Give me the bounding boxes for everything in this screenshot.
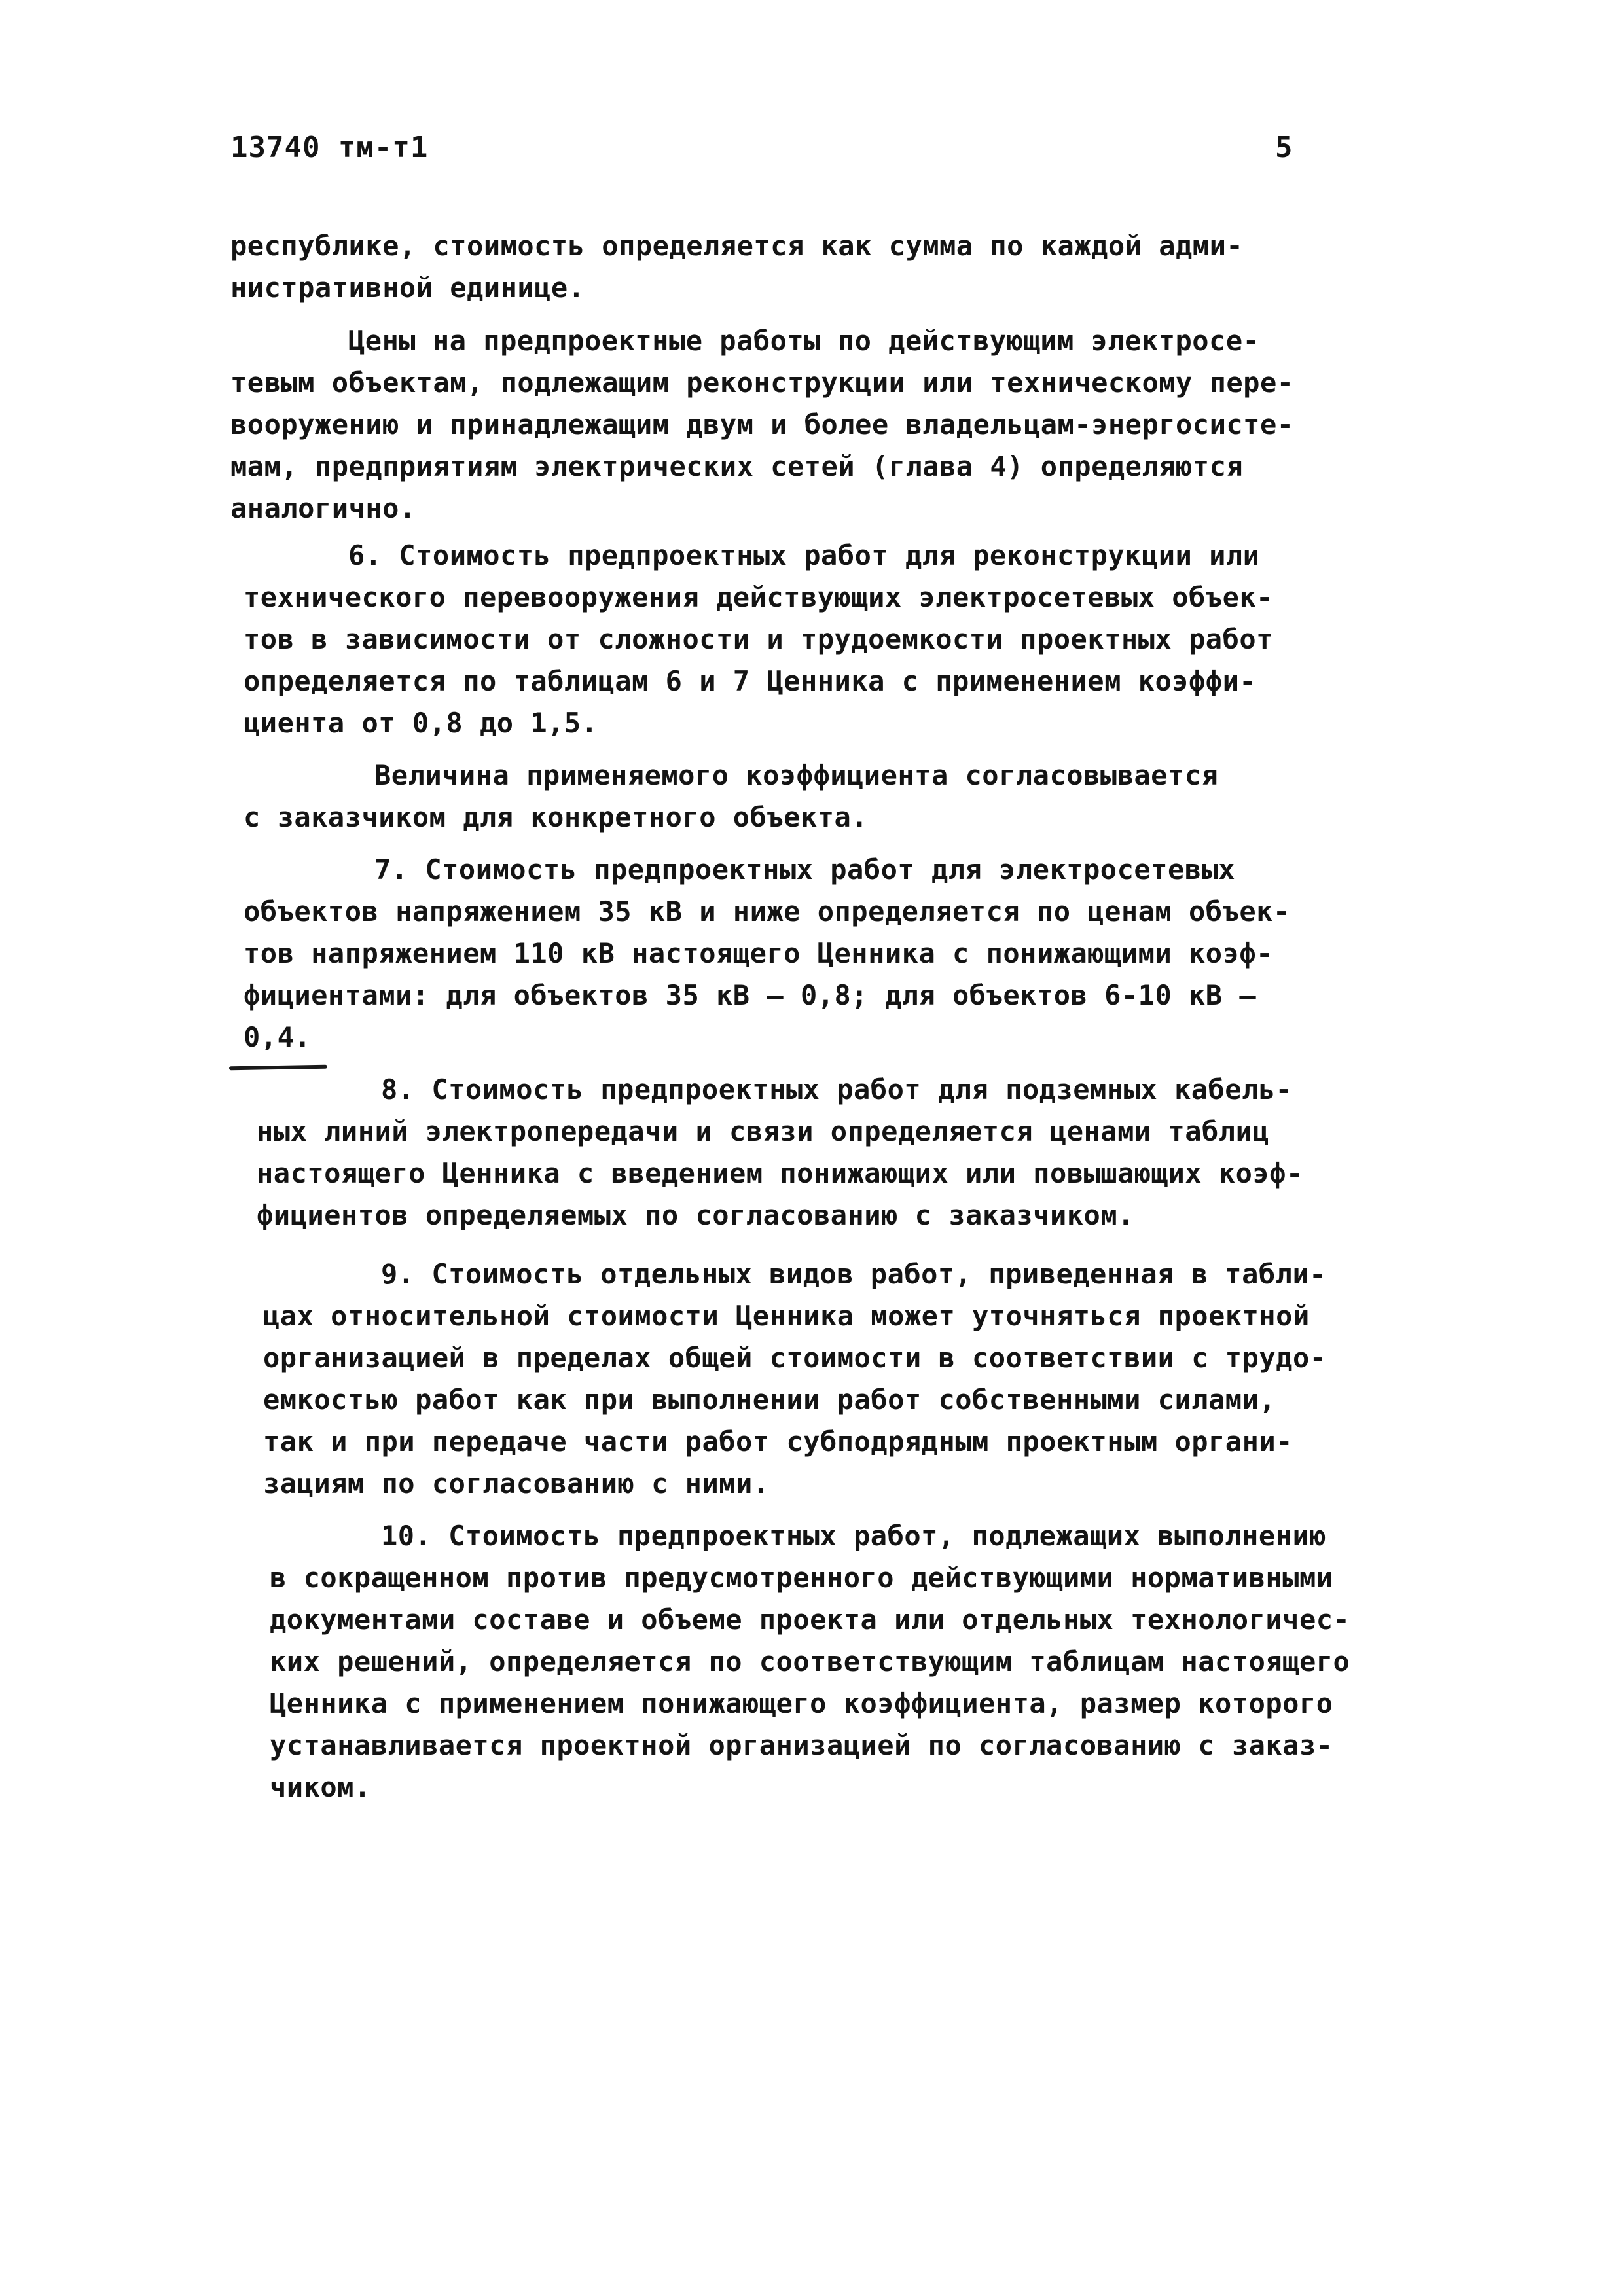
document-code: 13740 тм-т1 (230, 131, 429, 164)
text-line: определяется по таблицам 6 и 7 Ценника с применением коэффи- (244, 665, 1257, 697)
text-line: фициентами: для объектов 35 кВ – 0,8; для объектов 6-10 кВ – (244, 979, 1257, 1011)
text-line: 6. Стоимость предпроектных работ для реконструкции или (348, 539, 1260, 571)
text-line: 7. Стоимость предпроектных работ для электросетевых (374, 853, 1236, 886)
text-line: так и при передаче части работ субподрядным проектным органи- (263, 1426, 1293, 1458)
text-line: в сокращенном против предусмотренного действующими нормативными (270, 1562, 1333, 1594)
text-line: Цены на предпроектные работы по действующим электросе- (348, 325, 1260, 357)
text-line: циента от 0,8 до 1,5. (244, 707, 598, 739)
text-line: чиком. (270, 1771, 371, 1803)
text-line: мам, предприятиям электрических сетей (глава 4) определяются (230, 450, 1244, 482)
text-line: с заказчиком для конкретного объекта. (244, 801, 869, 833)
text-line: ких решений, определяется по соответствующим таблицам настоящего (270, 1645, 1350, 1677)
text-line: емкостью работ как при выполнении работ собственными силами, (263, 1384, 1276, 1416)
text-line: 0,4. (244, 1021, 312, 1053)
page-number: 5 (1275, 131, 1293, 164)
text-line: 9. Стоимость отдельных видов работ, приведенная в табли- (381, 1258, 1327, 1290)
text-line: организацией в пределах общей стоимости в соответствии с трудо- (263, 1342, 1327, 1374)
text-line: ных линий электропередачи и связи определяется ценами таблиц (257, 1115, 1270, 1147)
text-line: настоящего Ценника с введением понижающих или повышающих коэф- (257, 1157, 1303, 1189)
text-line: нистративной единице. (230, 272, 585, 304)
text-line: 10. Стоимость предпроектных работ, подлежащих выполнению (381, 1520, 1327, 1552)
text-line: 8. Стоимость предпроектных работ для подземных кабель- (381, 1073, 1293, 1105)
text-line: вооружению и принадлежащим двум и более владельцам-энергосисте- (230, 408, 1294, 440)
text-line: объектов напряжением 35 кВ и ниже определяется по ценам объек- (244, 895, 1290, 927)
text-line: цах относительной стоимости Ценника может уточняться проектной (263, 1300, 1310, 1332)
handwritten-underline (229, 1065, 327, 1071)
text-line: фициентов определяемых по согласованию с заказчиком. (257, 1199, 1134, 1231)
text-line: тевым объектам, подлежащим реконструкции или техническому пере- (230, 367, 1294, 399)
text-line: зациям по согласованию с ними. (263, 1467, 770, 1499)
text-line: документами составе и объеме проекта или отдельных технологичес- (270, 1604, 1350, 1636)
text-line: Величина применяемого коэффициента согласовывается (374, 759, 1219, 791)
text-line: тов напряжением 110 кВ настоящего Ценника с понижающими коэф- (244, 937, 1273, 969)
text-line: тов в зависимости от сложности и трудоемкости проектных работ (244, 623, 1273, 655)
text-line: технического перевооружения действующих электросетевых объек- (244, 581, 1273, 613)
text-line: устанавливается проектной организацией по согласованию с заказ- (270, 1729, 1333, 1761)
text-line: республике, стоимость определяется как сумма по каждой адми- (230, 230, 1244, 262)
text-line: Ценника с применением понижающего коэффициента, размер которого (270, 1687, 1333, 1719)
text-line: аналогично. (230, 492, 416, 524)
